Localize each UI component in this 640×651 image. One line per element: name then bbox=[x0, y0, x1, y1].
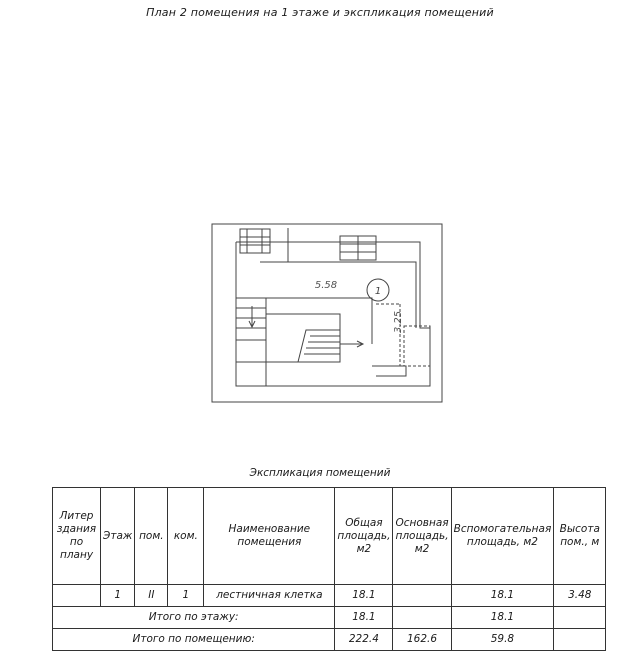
page-title: План 2 помещения на 1 этаже и экспликация помещений bbox=[146, 6, 494, 19]
stair-flight-center bbox=[298, 330, 340, 362]
dimension-horizontal: 5.58 bbox=[314, 280, 338, 291]
header-height: Высота пом., м bbox=[554, 488, 606, 585]
floor-total-aux: 18.1 bbox=[451, 607, 554, 629]
header-litera: Литер здания по плану bbox=[53, 488, 101, 585]
header-floor: Этаж bbox=[101, 488, 135, 585]
floor-total-row bbox=[53, 607, 606, 629]
header-name: Наименование помещения bbox=[204, 488, 335, 585]
cell-kom: 1 bbox=[168, 585, 204, 607]
cell-height: 3.48 bbox=[554, 585, 606, 607]
room-total-label: Итого по помещению: bbox=[53, 629, 335, 651]
header-room: пом. bbox=[135, 488, 168, 585]
floor-total-area: 18.1 bbox=[335, 607, 393, 629]
floor-total-main bbox=[393, 607, 451, 629]
room-total-area: 222.4 bbox=[335, 629, 393, 651]
cell-room: II bbox=[135, 585, 168, 607]
dimension-vertical: 3.25 bbox=[393, 310, 404, 334]
explication-table bbox=[52, 487, 606, 651]
room-number: 1 bbox=[374, 286, 382, 297]
cell-litera bbox=[53, 585, 101, 607]
table-title: Экспликация помещений bbox=[249, 467, 391, 479]
cell-name: лестничная клетка bbox=[204, 585, 335, 607]
header-main-area: Основная площадь, м2 bbox=[393, 488, 451, 585]
cell-main-area bbox=[393, 585, 451, 607]
cell-total-area: 18.1 bbox=[335, 585, 393, 607]
table-row bbox=[53, 585, 606, 607]
room-total-main: 162.6 bbox=[393, 629, 451, 651]
floor-total-label: Итого по этажу: bbox=[53, 607, 335, 629]
header-kom: ком. bbox=[168, 488, 204, 585]
stair-flight-top-left bbox=[240, 229, 270, 253]
table-header-row bbox=[53, 488, 606, 585]
header-total-area: Общая площадь, м2 bbox=[335, 488, 393, 585]
room-total-aux: 59.8 bbox=[451, 629, 554, 651]
cell-aux-area: 18.1 bbox=[451, 585, 554, 607]
header-aux-area: Вспомогательная площадь, м2 bbox=[451, 488, 554, 585]
cell-floor: 1 bbox=[101, 585, 135, 607]
floor-total-height bbox=[554, 607, 606, 629]
stair-flight-lower-left bbox=[236, 298, 266, 340]
